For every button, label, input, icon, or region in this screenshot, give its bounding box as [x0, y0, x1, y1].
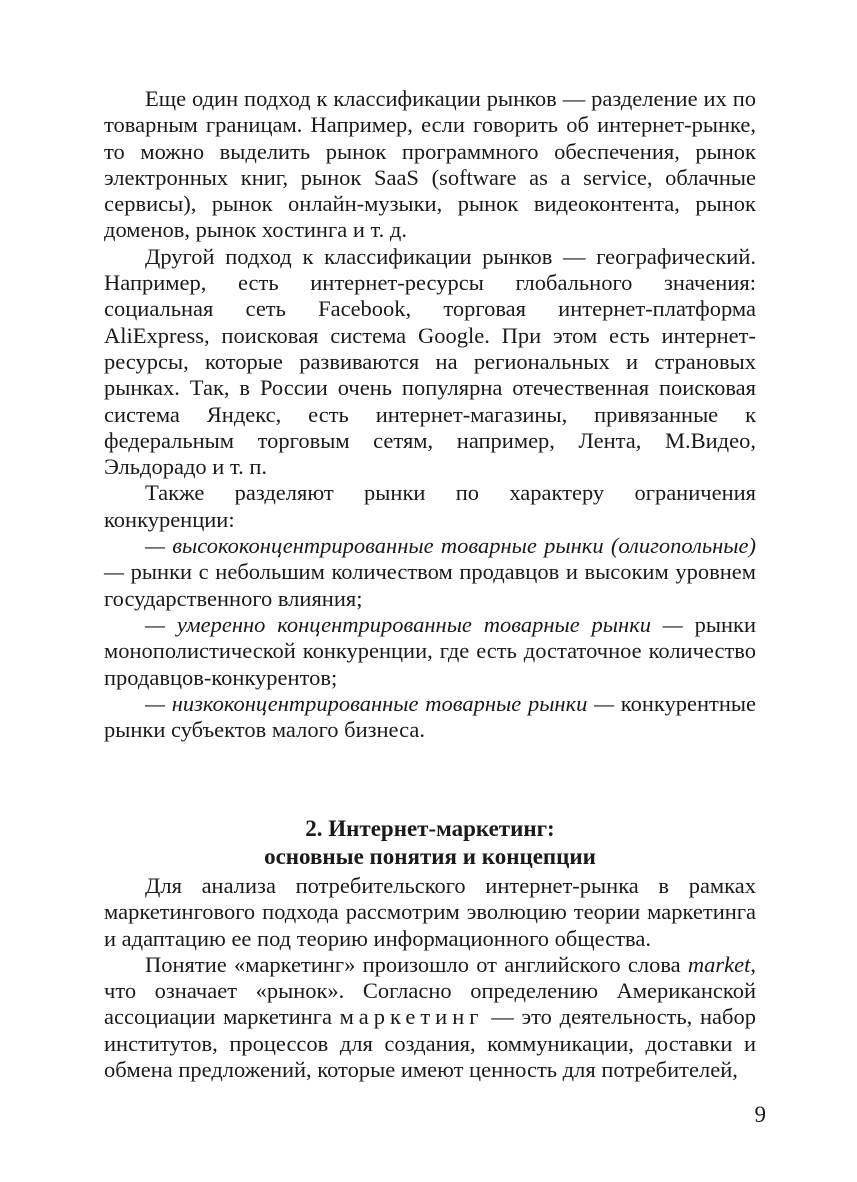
paragraph-competition-intro: Также разделяют рынки по характеру ограничения конкуренции: — [104, 480, 756, 532]
page-number: 9 — [754, 1102, 766, 1127]
term-marketing-spaced: маркетинг — [339, 1004, 484, 1030]
list-item-term: — высококонцентрированные товарные рынки (олигопольные) — — [104, 533, 756, 585]
section-2-body — [104, 873, 756, 1083]
list-item-desc: рынки с небольшим количеством продавцов и высоким уровнем государственного влияния; — [104, 559, 756, 611]
list-item-desc: рынки монополистической конкуренции, где есть достаточное количество продавцов-конкурентов; — [104, 611, 756, 690]
list-item-desc: конкурентные рынки субъектов малого бизнеса. — [104, 690, 757, 743]
section-heading — [104, 815, 756, 871]
definition-text-middle: , что означает «рынок». Согласно определению Американской ассоциации маркетинга — [104, 951, 756, 1030]
paragraph-marketing-definition — [104, 952, 756, 1083]
definition-text-start: Понятие «маркетинг» произошло от английского слова — [145, 951, 688, 977]
section-1-body — [104, 86, 756, 743]
definition-text-end: — это деятельность, набор институтов, процессов для создания, коммуникации, доставки и обмена предложений, которые имеют ценность для потребителей, — [104, 1004, 756, 1083]
paragraph-analysis-intro: Для анализа потребительского интернет-рынка в рамках маркетингового подхода рассмотрим эволюцию теории маркетинга и адаптацию ее под теорию информационного общества. — [104, 873, 756, 951]
heading-line-1: 2. Интернет-маркетинг: — [305, 816, 555, 841]
list-item — [104, 691, 756, 744]
paragraph-product-boundaries: Еще один подход к классификации рынков — разделение их по товарным границам. Например, если говорить об интернет-рынке, то можно выделить рынок программного обеспечения, рынок электронных книг, рынок SaaS (software as a service, облачные сервисы), рынок онлайн-музыки, рынок видеоконтента, рынок доменов, рынок хостинга и т. д. — [104, 86, 756, 243]
paragraph-geographic: Другой подход к классификации рынков — географический. Например, есть интернет-ресурсы глобального значения: социальная сеть Facebook, торговая интернет-платформа AliExpress, поисковая система Google. При этом есть интернет-ресурсы, которые развиваются на региональных и страновых рынках. Так, в России очень популярна отечественная поисковая система Яндекс, есть интернет-магазины, привязанные к федеральным торговым сетям, например, Лента, М.Видео, Эльдорадо и т. п. — [104, 243, 756, 480]
heading-line-2: основные понятия и концепции — [264, 844, 596, 869]
list-item-term: — низкоконцентрированные товарные рынки — — [145, 690, 615, 716]
list-item — [104, 533, 756, 612]
list-item-term: — умеренно концентрированные товарные рынки — — [145, 611, 683, 637]
list-item — [104, 612, 756, 691]
term-market: market — [687, 951, 751, 977]
